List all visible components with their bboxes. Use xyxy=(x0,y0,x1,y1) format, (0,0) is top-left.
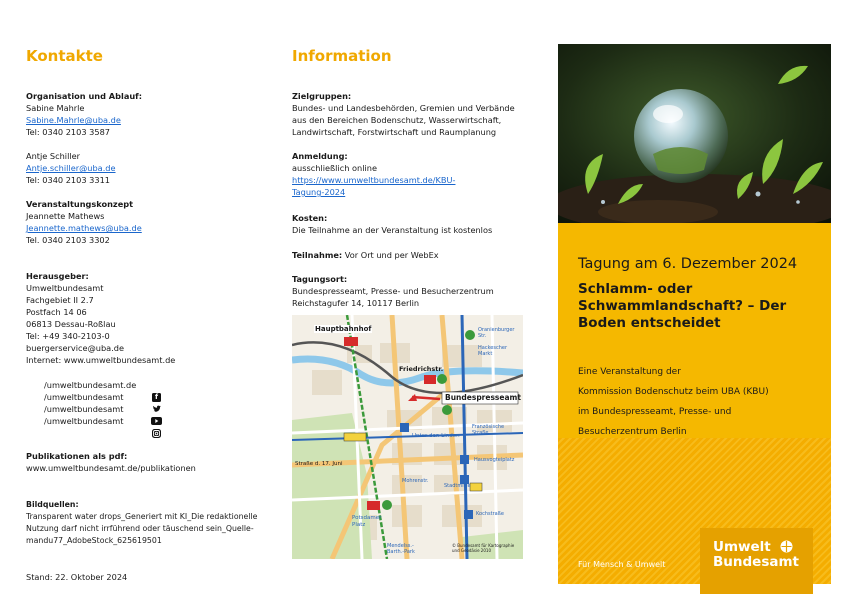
hg-line: Postfach 14 06 xyxy=(26,307,87,317)
uba-logo xyxy=(700,528,813,594)
herausgeber xyxy=(26,270,175,366)
map-label-linden: Unter den Linden xyxy=(412,433,460,439)
org-name: Sabine Mahrle xyxy=(26,103,85,113)
contact-organisation xyxy=(26,90,142,138)
uba-sun-icon xyxy=(780,540,793,553)
ko-text: Die Teilnahme an der Veranstaltung ist kostenlos xyxy=(292,225,493,235)
registration-link-cont[interactable]: Tagung-2024 xyxy=(292,187,346,197)
social-website[interactable]: /umweltbundesamt.de xyxy=(44,380,137,390)
map-label-hauptbahnhof: Hauptbahnhof xyxy=(315,325,372,333)
cover-photo-water-drop xyxy=(558,44,831,223)
tn-text: Vor Ort und per WebEx xyxy=(342,250,439,260)
org-email-link[interactable]: Sabine.Mahrle@uba.de xyxy=(26,115,121,125)
teilnahme xyxy=(292,249,439,261)
c2-email-link[interactable]: Antje.schiller@uba.de xyxy=(26,163,116,173)
vk-tel: Tel. 0340 2103 3302 xyxy=(26,235,110,245)
hg-line: buergerservice@uba.de xyxy=(26,343,125,353)
map-label-stadtmitte: Stadtmitte xyxy=(444,483,471,489)
hg-line: Tel: +49 340-2103-0 xyxy=(26,331,110,341)
twitter-icon[interactable] xyxy=(152,405,161,414)
pub-url[interactable]: www.umweltbundesamt.de/publikationen xyxy=(26,463,196,473)
registration-link[interactable]: https://www.umweltbundesamt.de/KBU- xyxy=(292,175,456,185)
social-twitter[interactable]: /umweltbundesamt xyxy=(44,404,124,414)
vk-name: Jeannette Mathews xyxy=(26,211,105,221)
logo-word-umwelt: Umwelt xyxy=(713,539,771,555)
org-label: Organisation und Ablauf: xyxy=(26,91,143,101)
zg-line: aus den Bereichen Bodenschutz, Wasserwirtschaft, xyxy=(292,115,502,125)
vk-email-link[interactable]: Jeannette.mathews@uba.de xyxy=(26,223,142,233)
an-text: ausschließlich online xyxy=(292,163,377,173)
to-line: Bundespresseamt, Presse- und Besucherzentrum xyxy=(292,286,494,296)
social-facebook[interactable]: /umweltbundesamt xyxy=(44,392,124,402)
map-label-mendelssohn: Mendelss.- Barth.-Park xyxy=(387,543,415,555)
map-label-oranienburger: Oranienburger Str. xyxy=(478,327,515,339)
hg-line: Fachgebiet II 2.7 xyxy=(26,295,94,305)
bq-line: Nutzung darf nicht irrführend oder täuschend sein_Quelle- xyxy=(26,524,254,533)
contact-schiller xyxy=(26,150,116,186)
bq-line: Transparent water drops_Generiert mit KI_Die redaktionelle xyxy=(26,512,258,521)
information-heading: Information xyxy=(292,47,392,65)
tagungsort xyxy=(292,273,494,309)
bq-line: mandu77_AdobeStock_625619501 xyxy=(26,536,162,545)
map-label-mohrenstr: Mohrenstr. xyxy=(402,478,429,484)
youtube-icon[interactable] xyxy=(151,417,162,425)
hg-label: Herausgeber: xyxy=(26,271,89,281)
map-label-friedrichstr: Friedrichstr. xyxy=(399,365,444,373)
facebook-icon[interactable]: f xyxy=(152,393,161,402)
contact-konzept xyxy=(26,198,142,246)
publikationen xyxy=(26,450,196,474)
map-label-hausvogtei: Hausvogteiplatz xyxy=(474,457,515,463)
event-subtitle: Eine Veranstaltung der Kommission Bodenschutz beim UBA (KBU) im Bundespresseamt, Presse- und Besucherzentrum Berlin xyxy=(578,367,769,437)
zielgruppen xyxy=(292,90,515,138)
map-label-potsdamer: Potsdamer Platz xyxy=(352,515,382,528)
zg-label: Zielgruppen: xyxy=(292,91,352,101)
bq-label: Bildquellen: xyxy=(26,500,79,509)
hg-line: Umweltbundesamt xyxy=(26,283,104,293)
map-label-franzoesische: Französische Straße xyxy=(472,424,505,436)
map-copyright: © Bundesamt für Kartographie und Geodäsie 2010 xyxy=(452,543,515,553)
stand-date: Stand: 22. Oktober 2024 xyxy=(26,572,128,582)
to-line: Reichstagufer 14, 10117 Berlin xyxy=(292,298,420,308)
kosten xyxy=(292,212,492,236)
map-label-kochstrasse: Kochstraße xyxy=(476,511,504,517)
vk-label: Veranstaltungskonzept xyxy=(26,199,134,209)
c2-name: Antje Schiller xyxy=(26,151,81,161)
instagram-icon[interactable] xyxy=(152,429,161,438)
logo-word-bundesamt: Bundesamt xyxy=(713,554,799,570)
location-map xyxy=(292,315,523,559)
org-tel: Tel: 0340 2103 3587 xyxy=(26,127,110,137)
social-youtube[interactable]: /umweltbundesamt xyxy=(44,416,124,426)
ko-label: Kosten: xyxy=(292,213,328,223)
map-label-hackescher: Hackescher Markt xyxy=(478,345,508,357)
map-label-bundespresseamt: Bundespresseamt xyxy=(445,393,521,402)
hg-line: 06813 Dessau-Roßlau xyxy=(26,319,116,329)
zg-line: Bundes- und Landesbehörden, Gremien und Verbände xyxy=(292,103,515,113)
tn-label: Teilnahme: xyxy=(292,250,343,260)
zg-line: Landwirtschaft, Forstwirtschaft und Raumplanung xyxy=(292,127,497,137)
slogan: Für Mensch & Umwelt xyxy=(578,560,666,569)
social-links xyxy=(44,379,136,427)
an-label: Anmeldung: xyxy=(292,151,348,161)
anmeldung xyxy=(292,150,455,198)
to-label: Tagungsort: xyxy=(292,274,348,284)
kontakte-heading: Kontakte xyxy=(26,47,103,65)
pub-label: Publikationen als pdf: xyxy=(26,451,128,461)
map-label-17-juni: Straße d. 17. Juni xyxy=(295,461,343,467)
event-date: Tagung am 6. Dezember 2024 xyxy=(578,256,798,272)
c2-tel: Tel: 0340 2103 3311 xyxy=(26,175,110,185)
title-panel xyxy=(558,223,831,438)
event-title: Schlamm- oder Schwammlandschaft? – Der Boden entscheidet xyxy=(578,281,787,331)
hg-line: Internet: www.umweltbundesamt.de xyxy=(26,355,176,365)
bildquellen xyxy=(26,499,257,547)
